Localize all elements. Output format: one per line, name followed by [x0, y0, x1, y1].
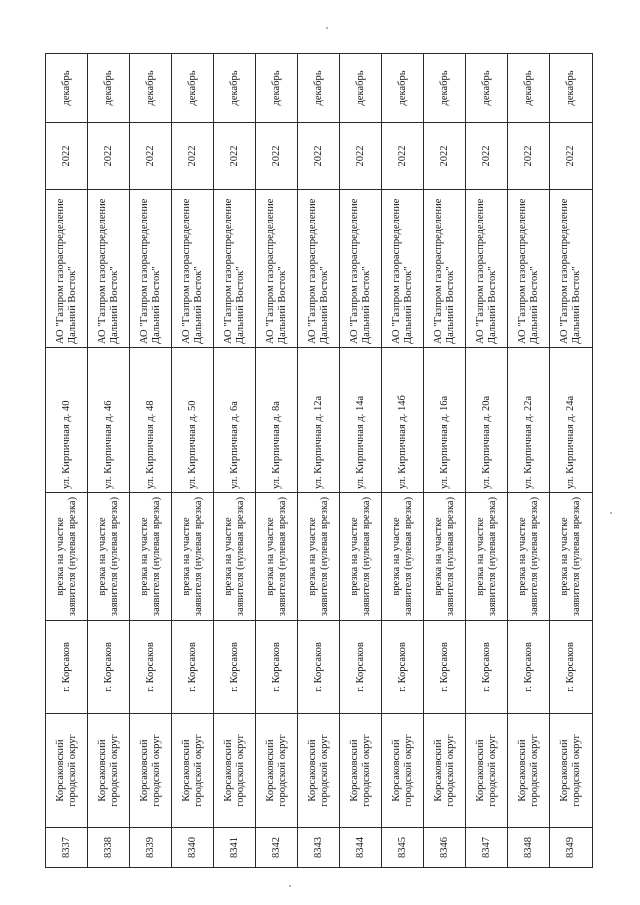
address-cell: ул. Кирпичная д. 8а — [256, 348, 298, 493]
settlement-cell: г. Корсаков — [550, 621, 593, 714]
organization-cell: АО "Газпром газораспределение Дальний Восток" — [130, 190, 172, 348]
table-row — [550, 54, 593, 868]
row-number-cell: 8341 — [214, 828, 256, 868]
organization-cell: АО "Газпром газораспределение Дальний Восток" — [214, 190, 256, 348]
month-cell: декабрь — [340, 54, 382, 123]
month-cell: декабрь — [214, 54, 256, 123]
row-number-cell: 8342 — [256, 828, 298, 868]
scan-speck — [326, 27, 328, 29]
settlement-cell: г. Корсаков — [508, 621, 550, 714]
work-type-cell: врезка на участке заявителя (нулевая врезка) — [88, 493, 130, 621]
settlement-cell: г. Корсаков — [298, 621, 340, 714]
settlement-cell: г. Корсаков — [340, 621, 382, 714]
year-cell: 2022 — [508, 123, 550, 190]
year-cell: 2022 — [340, 123, 382, 190]
work-type-cell: врезка на участке заявителя (нулевая врезка) — [172, 493, 214, 621]
settlement-cell: г. Корсаков — [46, 621, 88, 714]
year-cell: 2022 — [298, 123, 340, 190]
year-cell: 2022 — [172, 123, 214, 190]
address-cell: ул. Кирпичная д. 48 — [130, 348, 172, 493]
organization-cell: АО "Газпром газораспределение Дальний Восток" — [88, 190, 130, 348]
address-cell: ул. Кирпичная д. 46 — [88, 348, 130, 493]
organization-cell: АО "Газпром газораспределение Дальний Восток" — [424, 190, 466, 348]
organization-cell: АО "Газпром газораспределение Дальний Восток" — [298, 190, 340, 348]
settlement-cell: г. Корсаков — [256, 621, 298, 714]
settlement-cell: г. Корсаков — [88, 621, 130, 714]
work-type-cell: врезка на участке заявителя (нулевая врезка) — [256, 493, 298, 621]
table-row — [214, 54, 256, 868]
organization-cell: АО "Газпром газораспределение Дальний Восток" — [46, 190, 88, 348]
row-number-cell: 8346 — [424, 828, 466, 868]
row-number-cell: 8349 — [550, 828, 593, 868]
table-row — [466, 54, 508, 868]
year-cell: 2022 — [466, 123, 508, 190]
month-cell: декабрь — [256, 54, 298, 123]
row-number-cell: 8337 — [46, 828, 88, 868]
month-cell: декабрь — [298, 54, 340, 123]
work-type-cell: врезка на участке заявителя (нулевая врезка) — [130, 493, 172, 621]
address-cell: ул. Кирпичная д. 24а — [550, 348, 593, 493]
district-cell: Корсаковский городской округ — [508, 714, 550, 828]
address-cell: ул. Кирпичная д. 22а — [508, 348, 550, 493]
month-cell: декабрь — [46, 54, 88, 123]
year-cell: 2022 — [256, 123, 298, 190]
settlement-cell: г. Корсаков — [424, 621, 466, 714]
work-type-cell: врезка на участке заявителя (нулевая врезка) — [214, 493, 256, 621]
work-type-cell: врезка на участке заявителя (нулевая врезка) — [340, 493, 382, 621]
row-number-cell: 8345 — [382, 828, 424, 868]
district-cell: Корсаковский городской округ — [46, 714, 88, 828]
table-row — [340, 54, 382, 868]
table-row — [256, 54, 298, 868]
organization-cell: АО "Газпром газораспределение Дальний Восток" — [508, 190, 550, 348]
address-cell: ул. Кирпичная д. 14б — [382, 348, 424, 493]
table-row — [46, 54, 88, 868]
address-cell: ул. Кирпичная д. 16а — [424, 348, 466, 493]
table-row — [508, 54, 550, 868]
month-cell: декабрь — [130, 54, 172, 123]
settlement-cell: г. Корсаков — [172, 621, 214, 714]
district-cell: Корсаковский городской округ — [130, 714, 172, 828]
address-cell: ул. Кирпичная д. 14а — [340, 348, 382, 493]
table-row — [88, 54, 130, 868]
district-cell: Корсаковский городской округ — [340, 714, 382, 828]
work-type-cell: врезка на участке заявителя (нулевая врезка) — [550, 493, 593, 621]
table-row — [130, 54, 172, 868]
district-cell: Корсаковский городской округ — [466, 714, 508, 828]
settlement-cell: г. Корсаков — [382, 621, 424, 714]
work-type-cell: врезка на участке заявителя (нулевая врезка) — [298, 493, 340, 621]
work-type-cell: врезка на участке заявителя (нулевая врезка) — [466, 493, 508, 621]
year-cell: 2022 — [130, 123, 172, 190]
organization-cell: АО "Газпром газораспределение Дальний Восток" — [550, 190, 593, 348]
table-body — [46, 54, 593, 868]
table-row — [382, 54, 424, 868]
month-cell: декабрь — [172, 54, 214, 123]
row-number-cell: 8348 — [508, 828, 550, 868]
organization-cell: АО "Газпром газораспределение Дальний Восток" — [382, 190, 424, 348]
work-type-cell: врезка на участке заявителя (нулевая врезка) — [382, 493, 424, 621]
scan-speck — [610, 512, 612, 514]
month-cell: декабрь — [466, 54, 508, 123]
address-cell: ул. Кирпичная д. 40 — [46, 348, 88, 493]
address-cell: ул. Кирпичная д. 20а — [466, 348, 508, 493]
district-cell: Корсаковский городской округ — [298, 714, 340, 828]
settlement-cell: г. Корсаков — [466, 621, 508, 714]
year-cell: 2022 — [46, 123, 88, 190]
district-cell: Корсаковский городской округ — [172, 714, 214, 828]
gasification-table — [45, 53, 593, 868]
table-row — [298, 54, 340, 868]
district-cell: Корсаковский городской округ — [256, 714, 298, 828]
settlement-cell: г. Корсаков — [214, 621, 256, 714]
district-cell: Корсаковский городской округ — [550, 714, 593, 828]
month-cell: декабрь — [508, 54, 550, 123]
work-type-cell: врезка на участке заявителя (нулевая врезка) — [424, 493, 466, 621]
month-cell: декабрь — [550, 54, 593, 123]
year-cell: 2022 — [88, 123, 130, 190]
address-cell: ул. Кирпичная д. 12а — [298, 348, 340, 493]
year-cell: 2022 — [424, 123, 466, 190]
organization-cell: АО "Газпром газораспределение Дальний Восток" — [256, 190, 298, 348]
work-type-cell: врезка на участке заявителя (нулевая врезка) — [46, 493, 88, 621]
month-cell: декабрь — [424, 54, 466, 123]
district-cell: Корсаковский городской округ — [88, 714, 130, 828]
row-number-cell: 8339 — [130, 828, 172, 868]
table-row — [172, 54, 214, 868]
address-cell: ул. Кирпичная д. 50 — [172, 348, 214, 493]
district-cell: Корсаковский городской округ — [214, 714, 256, 828]
table-row — [424, 54, 466, 868]
year-cell: 2022 — [550, 123, 593, 190]
row-number-cell: 8340 — [172, 828, 214, 868]
row-number-cell: 8338 — [88, 828, 130, 868]
row-number-cell: 8347 — [466, 828, 508, 868]
organization-cell: АО "Газпром газораспределение Дальний Восток" — [466, 190, 508, 348]
work-type-cell: врезка на участке заявителя (нулевая врезка) — [508, 493, 550, 621]
organization-cell: АО "Газпром газораспределение Дальний Восток" — [172, 190, 214, 348]
district-cell: Корсаковский городской округ — [382, 714, 424, 828]
row-number-cell: 8344 — [340, 828, 382, 868]
address-cell: ул. Кирпичная д. 6а — [214, 348, 256, 493]
month-cell: декабрь — [382, 54, 424, 123]
row-number-cell: 8343 — [298, 828, 340, 868]
year-cell: 2022 — [382, 123, 424, 190]
district-cell: Корсаковский городской округ — [424, 714, 466, 828]
scan-speck — [289, 885, 291, 887]
rotated-page — [45, 54, 582, 868]
year-cell: 2022 — [214, 123, 256, 190]
month-cell: декабрь — [88, 54, 130, 123]
settlement-cell: г. Корсаков — [130, 621, 172, 714]
organization-cell: АО "Газпром газораспределение Дальний Восток" — [340, 190, 382, 348]
